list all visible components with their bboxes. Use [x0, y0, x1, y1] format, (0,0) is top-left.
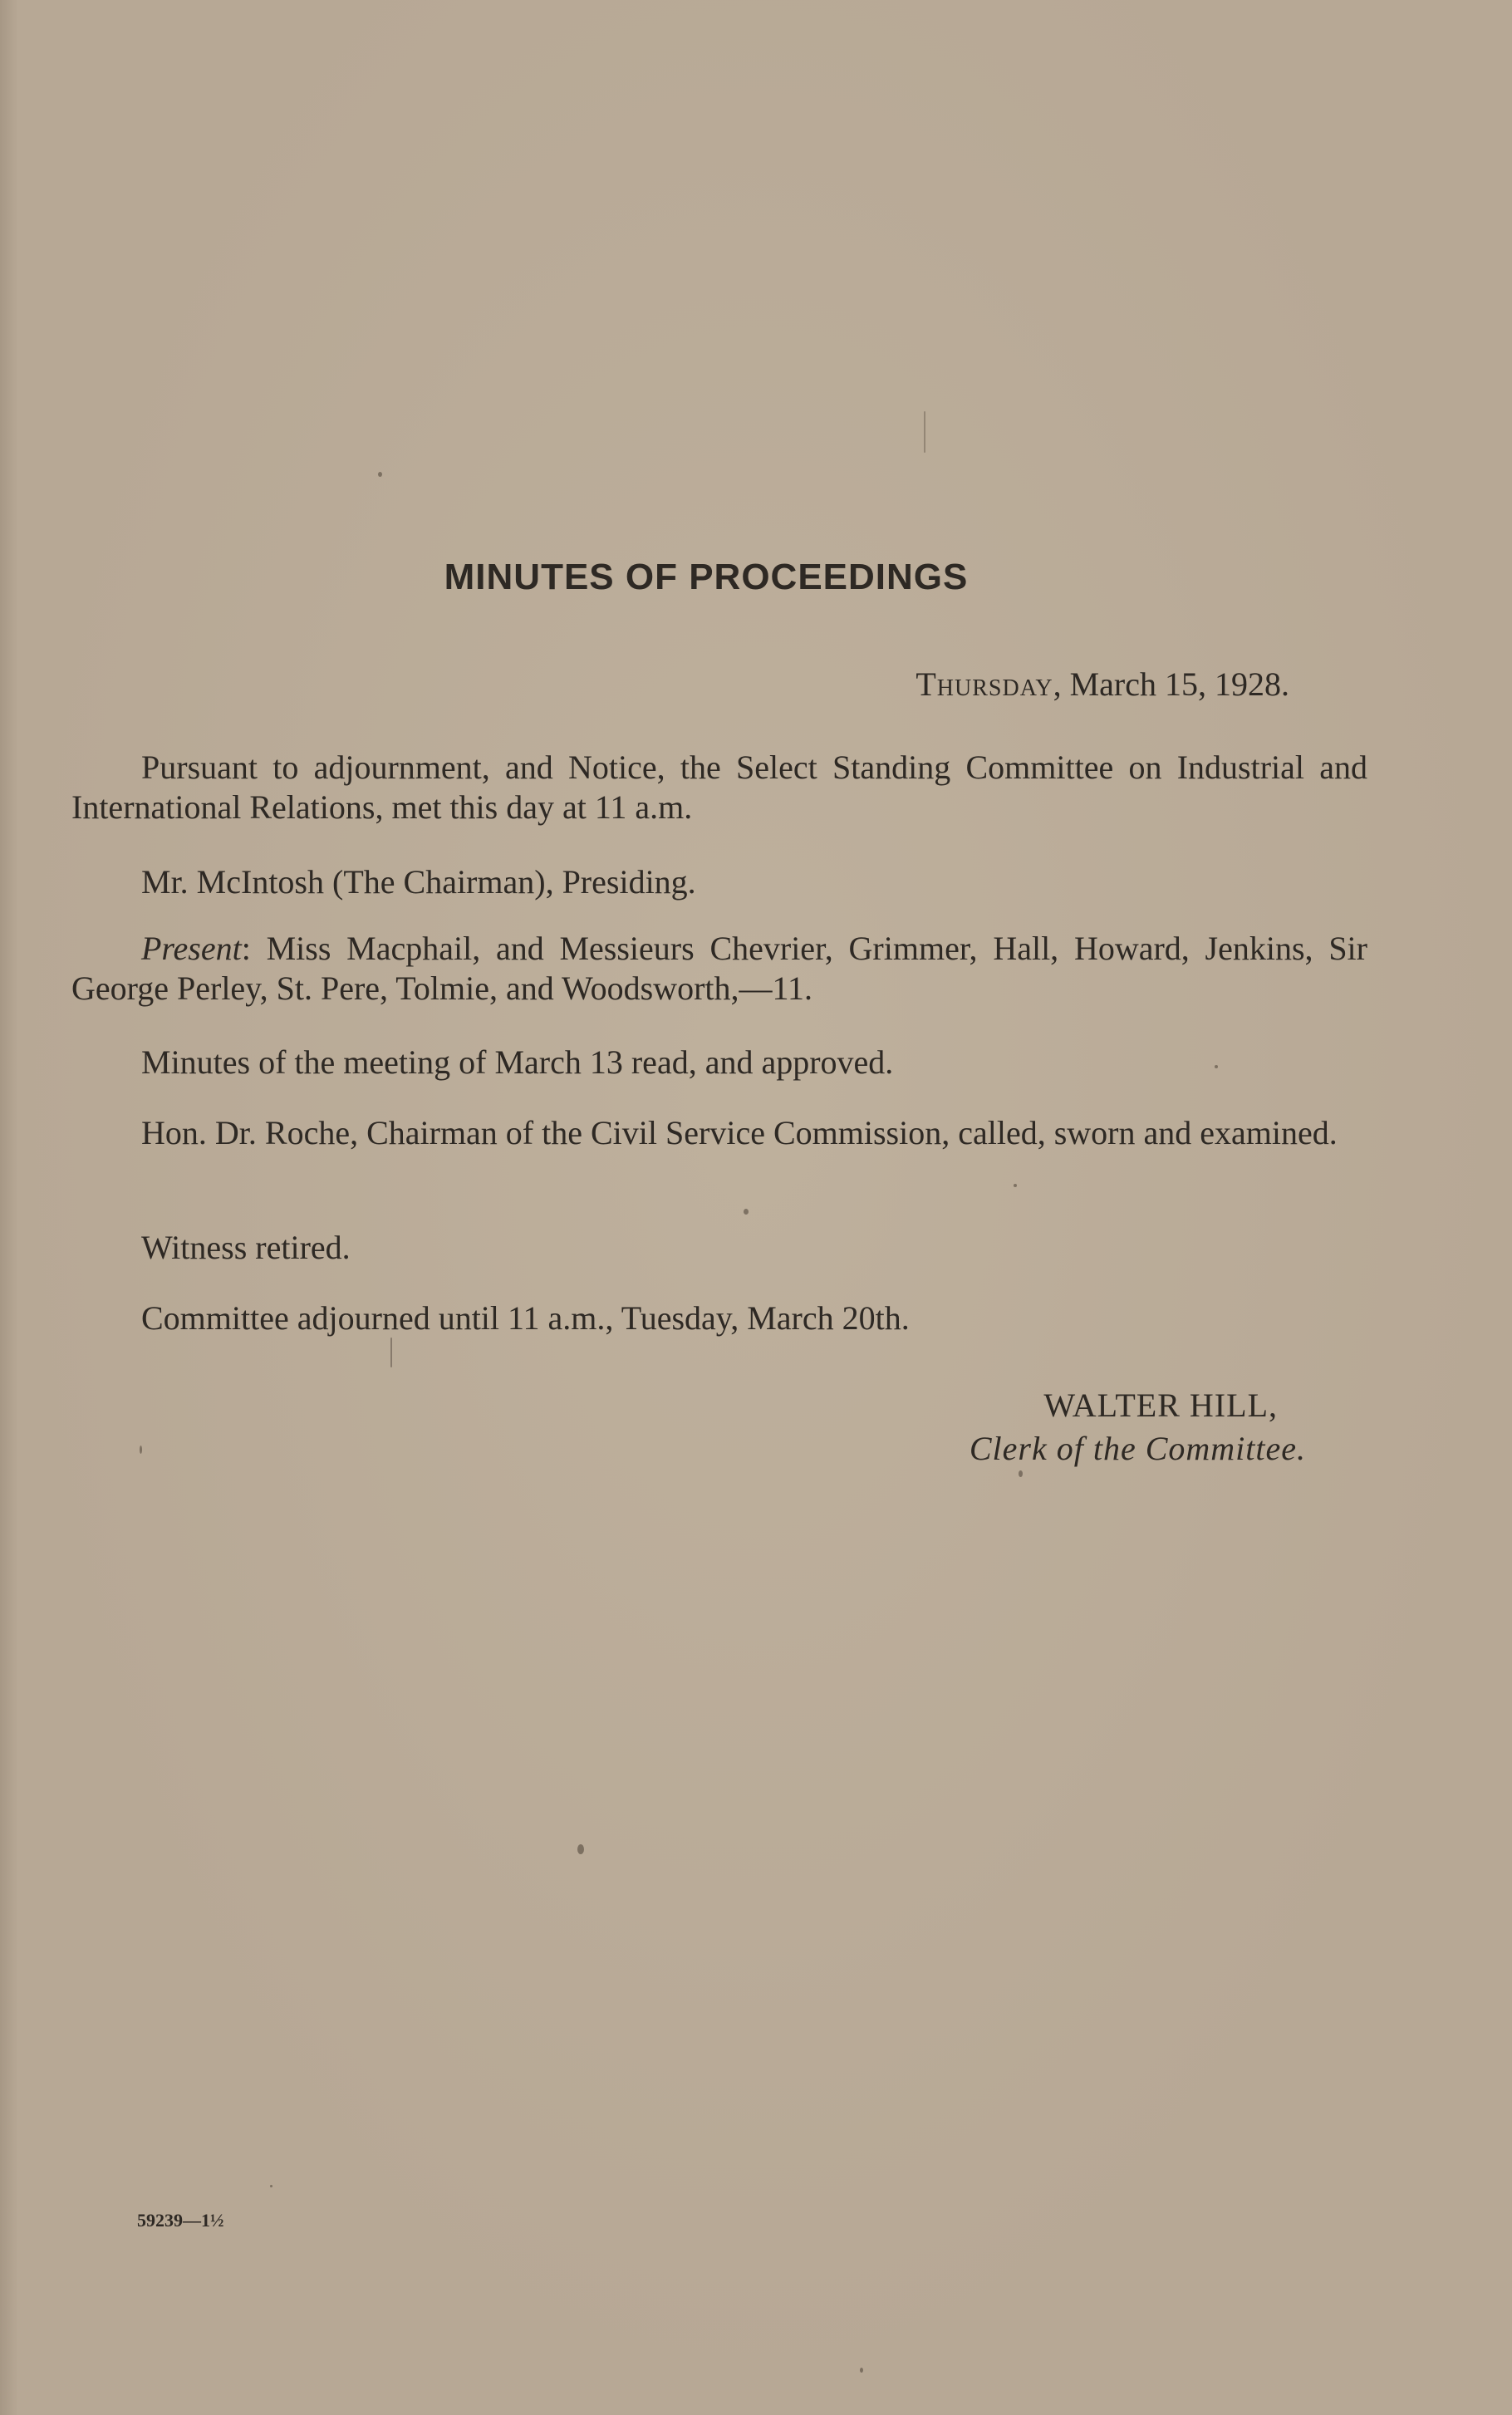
paragraph-witness-called: Hon. Dr. Roche, Chairman of the Civil Service Commission, called, sworn and examined.: [141, 1114, 1338, 1151]
present-label: Present: [141, 930, 242, 967]
signature-name: WALTER HILL,: [1043, 1387, 1278, 1424]
paper-speck: [390, 1338, 392, 1367]
paper-speck: [378, 472, 382, 477]
paragraph-minutes-approved: Minutes of the meeting of March 13 read, and approved.: [141, 1043, 894, 1081]
paragraph-adjournment-notice: Pursuant to adjournment, and Notice, the Select Standing Committee on Industrial and International Relations, met this day at 11 a.m.: [71, 749, 1367, 826]
paper-speck: [1019, 1470, 1023, 1477]
signature-title: Clerk of the Committee.: [969, 1430, 1306, 1467]
meeting-weekday: Thursday: [916, 665, 1053, 703]
paper-speck: [577, 1844, 584, 1854]
paper-speck: [270, 2185, 272, 2187]
print-code: 59239—1½: [137, 2210, 224, 2231]
paper-speck: [924, 411, 925, 453]
paragraph-adjourned: Committee adjourned until 11 a.m., Tuesday, March 20th.: [141, 1299, 910, 1337]
paragraph-present: [71, 929, 1367, 1009]
meeting-date: [916, 665, 1289, 704]
paper-speck: [140, 1446, 142, 1454]
paragraph-presiding: Mr. McIntosh (The Chairman), Presiding.: [141, 863, 696, 901]
page-title: MINUTES OF PROCEEDINGS: [444, 557, 969, 597]
paragraph-witness-retired: Witness retired.: [141, 1229, 351, 1266]
present-members: : Miss Macphail, and Messieurs Chevrier, Grimmer, Hall, Howard, Jenkins, Sir George Perley, St. Pere, Tolmie, and Woodsworth,—11.: [71, 930, 1367, 1007]
paper-speck: [744, 1209, 749, 1215]
paper-speck: [860, 2368, 863, 2373]
meeting-date-rest: , March 15, 1928.: [1053, 665, 1289, 703]
paper-speck: [1014, 1184, 1017, 1187]
